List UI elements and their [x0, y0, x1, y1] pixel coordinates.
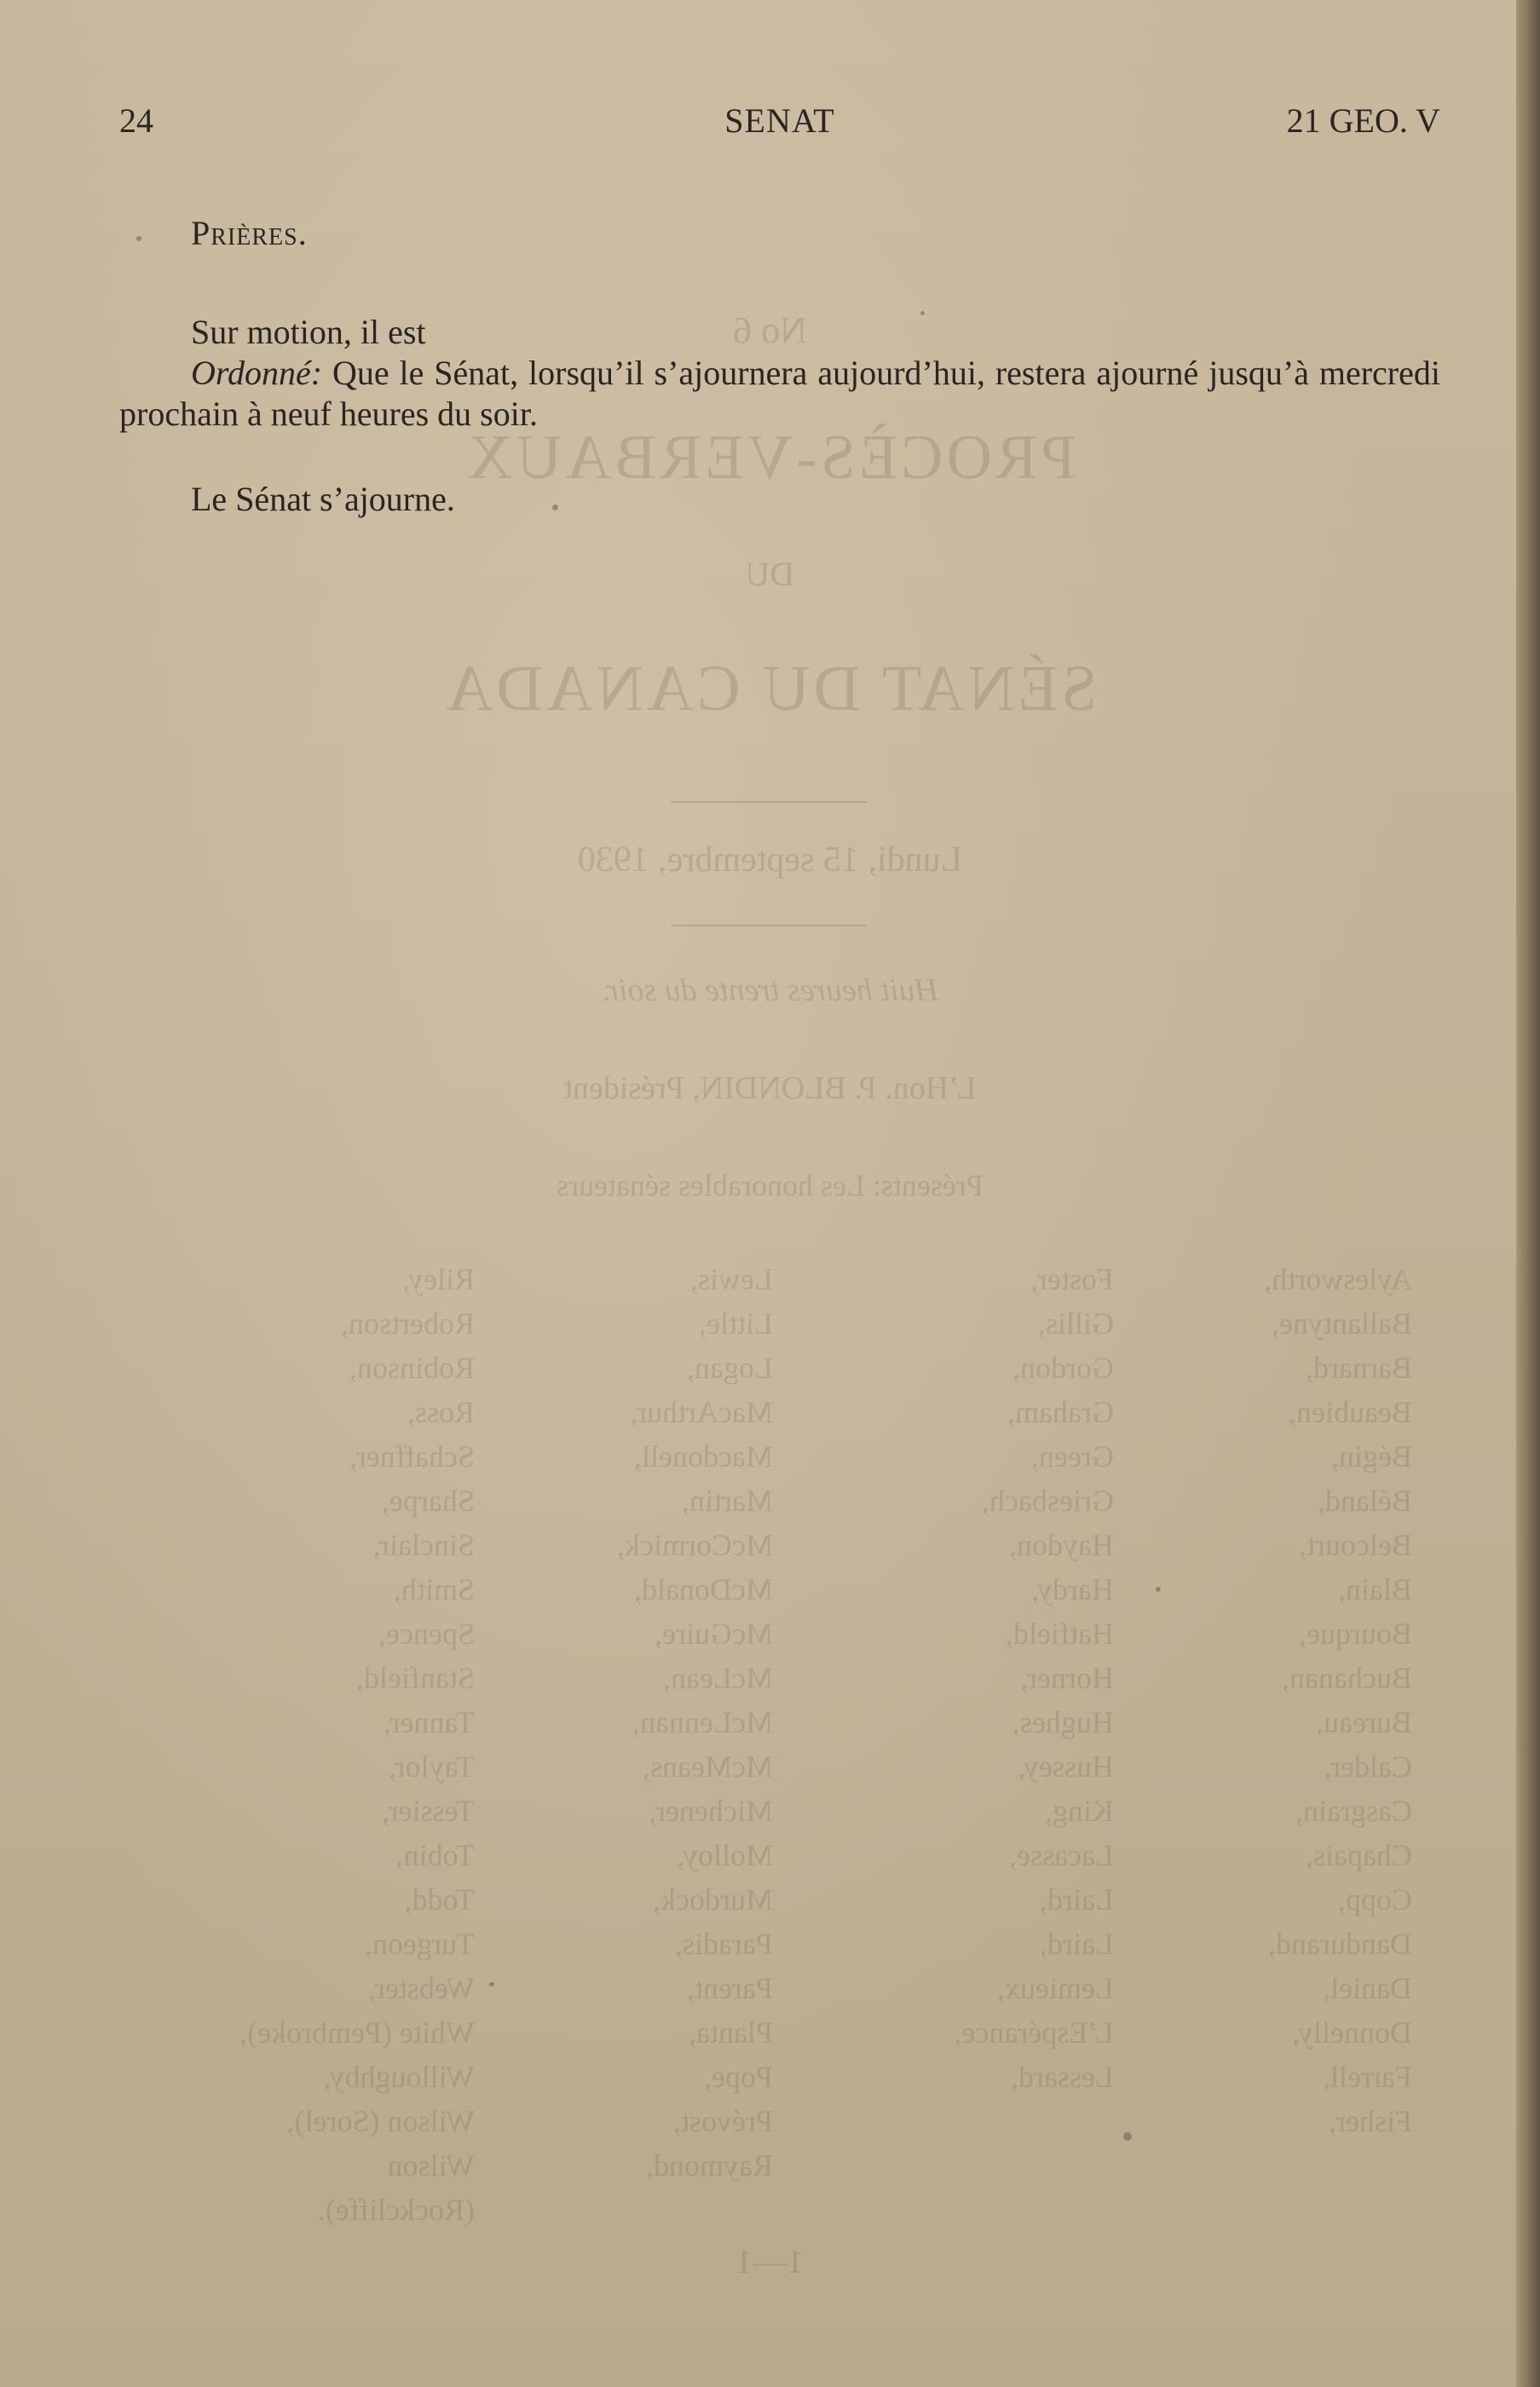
bleed-name: Tobin, [395, 1838, 475, 1872]
bleed-name: Wilson (Sorel), [286, 2104, 475, 2138]
bleed-name: Barnard, [1306, 1351, 1412, 1385]
bleed-name: McMeans, [643, 1750, 773, 1784]
bleed-number: No 6 [733, 309, 807, 351]
bleed-du: DU [745, 555, 795, 593]
bleed-name: Casgrain, [1295, 1794, 1412, 1828]
bleed-name: Macdonell, [634, 1439, 773, 1473]
bleed-name: Little, [699, 1306, 773, 1341]
bleed-name: Michener, [649, 1794, 773, 1828]
paper-speck [489, 1982, 494, 1986]
bleed-senat: SÉNAT DU CANADA [442, 653, 1098, 724]
bleed-name: Sharpe, [382, 1484, 475, 1518]
bleed-name: Paradis, [675, 1927, 773, 1961]
bleed-name: Laird, [1040, 1883, 1114, 1917]
bleed-name: White (Pembroke), [239, 2015, 475, 2050]
bleed-name: Bureau, [1316, 1705, 1412, 1739]
bleed-name: Bégin, [1331, 1439, 1412, 1473]
bleed-name: Sinclair, [372, 1528, 475, 1562]
bleed-present: Présents: Les honorables sénateurs [557, 1168, 983, 1202]
bleed-name: Beaubien, [1289, 1395, 1412, 1429]
page-header [119, 101, 1440, 143]
paper-speck [1156, 1587, 1161, 1592]
session-label: 21 GEO. V [1286, 101, 1440, 140]
bleed-name: Robinson, [349, 1351, 475, 1385]
bleed-name: Smith, [393, 1572, 475, 1606]
bleed-name: Gordon, [1012, 1351, 1114, 1385]
bleed-name: Belcourt, [1299, 1528, 1412, 1562]
bleed-name: Calder, [1324, 1750, 1412, 1784]
bleed-name: Todd, [404, 1883, 475, 1917]
bleed-name: Lemieux, [997, 1971, 1114, 2005]
bleed-name: Robertson, [341, 1306, 475, 1341]
bleed-name: Aylesworth, [1264, 1262, 1412, 1296]
bleed-name: Horner, [1020, 1661, 1114, 1695]
bleed-name: Haydon, [1009, 1528, 1114, 1562]
bleed-name: Ballantyne, [1272, 1306, 1412, 1341]
bleed-name: Turgeon, [364, 1927, 475, 1961]
bleed-name: Planta, [689, 2015, 773, 2050]
bleed-name: King, [1045, 1794, 1114, 1828]
bleed-name: Stanfield, [356, 1661, 475, 1695]
bleed-name: Taylor, [388, 1750, 475, 1784]
bleed-name: Bourque, [1299, 1617, 1412, 1651]
running-title: SENAT [724, 101, 835, 140]
bleed-name: Murdock, [653, 1883, 773, 1917]
bleed-name: Fisher, [1329, 2104, 1412, 2138]
bleed-name: L’Espérance, [954, 2015, 1114, 2050]
prayers-heading: Prières. [191, 214, 308, 252]
bleed-name: Schaffner, [349, 1439, 475, 1473]
bleed-name: Buchanan, [1282, 1661, 1412, 1695]
bleed-name: Martin, [682, 1484, 773, 1518]
bleed-name: Wilson [387, 2148, 475, 2182]
bleed-name: Donnelly, [1292, 2015, 1412, 2050]
bleed-name: Molloy, [677, 1838, 773, 1872]
bleed-name: McDonald, [634, 1572, 773, 1606]
bleed-name: Hughes, [1012, 1705, 1114, 1739]
bleed-name: Farrell, [1323, 2060, 1412, 2094]
bleed-name: Copp, [1337, 1883, 1412, 1917]
bleed-name: Hussey, [1018, 1750, 1114, 1784]
order-label: Ordonné: [191, 354, 323, 392]
bleed-name: Foster, [1030, 1262, 1114, 1296]
bleed-name: Dandurand, [1268, 1927, 1412, 1961]
bleed-name: Gillis, [1037, 1306, 1114, 1341]
bleed-name: Hardy, [1031, 1572, 1114, 1606]
bleed-name: Raymond, [646, 2148, 773, 2182]
bleed-name: MacArthur, [630, 1395, 773, 1429]
bleed-president: L’Hon. P. BLONDIN, Président [563, 1070, 977, 1106]
bleed-name: Graham, [1007, 1395, 1114, 1429]
paper-speck [552, 504, 558, 510]
page-number: 24 [119, 101, 153, 140]
bleed-name: Lacasse, [1009, 1838, 1114, 1872]
bleed-name: Béland, [1318, 1484, 1412, 1518]
adjournment-line: Le Sénat s’ajourne. [191, 480, 455, 518]
page-body [119, 213, 1440, 520]
bleed-name: Logan, [687, 1351, 773, 1385]
bleed-name: Webster, [368, 1971, 475, 2005]
bleed-name: Laird, [1040, 1927, 1114, 1961]
bleed-name: Green, [1031, 1439, 1114, 1473]
bleed-name: Lewis, [690, 1262, 773, 1296]
bleed-name: Parent, [687, 1971, 773, 2005]
bleed-title: PROCÈS-VERBAUX [464, 423, 1076, 493]
bleed-name: Pope, [704, 2060, 773, 2094]
bleed-name: Daniel, [1323, 1971, 1412, 2005]
bleed-name: (Rockcliffe). [317, 2193, 475, 2227]
bleed-column-3 [617, 1257, 773, 2188]
bleed-name: Willoughby, [323, 2060, 475, 2094]
bleed-hour: Huit heures trente du soir. [601, 972, 939, 1008]
bleed-name: McLean, [663, 1661, 773, 1695]
bleed-column-2 [954, 1257, 1114, 2099]
bleed-name: Blain, [1338, 1572, 1412, 1606]
bleed-name: Spence, [378, 1617, 475, 1651]
bleed-column-4 [239, 1257, 475, 2232]
bleed-date: Lundi, 15 septembre, 1930 [577, 840, 963, 879]
bleed-name: Tessier, [381, 1794, 475, 1828]
paper-speck [136, 236, 141, 241]
bleed-rule [671, 801, 867, 803]
order-paragraph [119, 353, 1440, 435]
bleed-name: McLennan, [632, 1705, 773, 1739]
paper-speck [1123, 2132, 1132, 2141]
bleed-name: Lessard, [1011, 2060, 1114, 2094]
bleed-name: Riley, [402, 1262, 475, 1296]
motion-line: Sur motion, il est [191, 313, 426, 351]
bleed-name: Griesbach, [982, 1484, 1114, 1518]
bleed-name: Ross, [407, 1395, 475, 1429]
bleed-name: Hatfield, [1006, 1617, 1114, 1651]
bleed-name: Prévost, [673, 2104, 773, 2138]
bleed-rule [671, 925, 867, 926]
bleed-name: McGuire, [655, 1617, 773, 1651]
bleed-name: McCormick, [617, 1528, 773, 1562]
order-text: Que le Sénat, lorsqu’il s’ajournera aujourd’hui, restera ajourné jusqu’à mercredi prochain à neuf heures du soir. [119, 354, 1440, 433]
bleed-name: Chapais, [1306, 1838, 1412, 1872]
bleed-signature: 1—1 [735, 2242, 805, 2280]
binding-edge [1516, 0, 1540, 2387]
bleed-column-1 [1264, 1257, 1412, 2143]
bleed-name: Tanner, [384, 1705, 475, 1739]
paper-speck [920, 311, 925, 315]
